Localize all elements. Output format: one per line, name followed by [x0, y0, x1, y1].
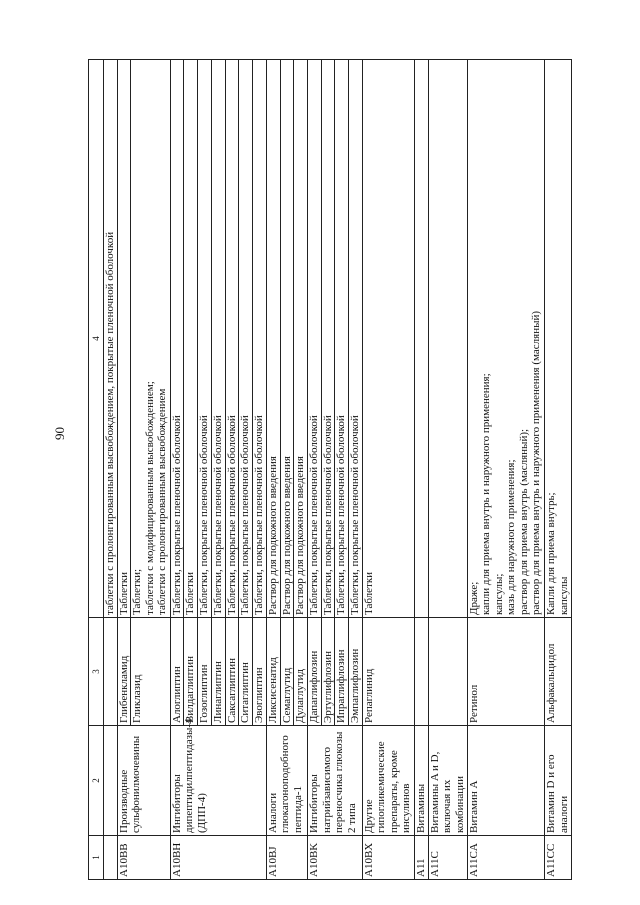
atc-code-cell: A11CC	[545, 836, 572, 880]
table-row	[545, 60, 572, 880]
group-cell: Аналоги глюкагоноподобного пептида-1	[266, 726, 307, 836]
drug-name-cell: Ретинол	[467, 618, 544, 726]
atc-code-cell: A10BX	[362, 836, 414, 880]
drug-name-cell	[428, 618, 467, 726]
dosage-form-line: мазь для наружного применения;	[505, 459, 518, 615]
drug-name-cell: Гликлазид	[131, 618, 170, 726]
group-cell: Витамины A и D, включая их комбинации	[428, 726, 467, 836]
medicines-table	[88, 59, 572, 880]
dosage-form-line: Таблетки, покрытые пленочной оболочкой	[198, 415, 211, 615]
header-cell: 4	[89, 60, 104, 618]
table-header-row	[89, 60, 104, 880]
drug-name-cell: Эмпаглифлозин	[349, 618, 363, 726]
group-cell: Витамин D и его аналоги	[545, 726, 572, 836]
dosage-form-line: Таблетки	[362, 571, 375, 615]
dosage-forms-cell	[280, 60, 294, 618]
drug-name-cell: Саксаглиптин	[225, 618, 239, 726]
drug-name-cell: Дапаглифлозин	[308, 618, 322, 726]
group-cell	[104, 726, 118, 836]
dosage-form-line: Таблетки;	[131, 568, 144, 615]
dosage-forms-cell	[335, 60, 349, 618]
drug-name-cell: Ипраглифлозин	[335, 618, 349, 726]
group-cell: Витамины	[414, 726, 428, 836]
dosage-form-line: Таблетки, покрытые пленочной оболочкой	[321, 415, 334, 615]
group-cell: Производные сульфонилмочевины	[117, 726, 170, 836]
dosage-forms-cell	[362, 60, 414, 618]
drug-name-cell: Альфакальцидол	[545, 618, 572, 726]
drug-name-cell: Эвоглиптин	[253, 618, 267, 726]
table-row	[266, 60, 280, 880]
group-cell: Ингибиторы натрийзависимого переносчика глюкозы 2 типа	[308, 726, 363, 836]
dosage-forms-cell	[428, 60, 467, 618]
rotated-table-wrapper	[88, 60, 572, 880]
table-row	[467, 60, 544, 880]
dosage-forms-cell	[308, 60, 322, 618]
drug-name-cell: Вилдаглиптин	[184, 618, 198, 726]
dosage-forms-cell	[467, 60, 544, 618]
table-row	[428, 60, 467, 880]
page-number: 90	[52, 427, 67, 440]
group-cell: Витамин А	[467, 726, 544, 836]
dosage-form-line: Раствор для подкожного введения	[280, 456, 293, 615]
dosage-forms-cell	[211, 60, 225, 618]
atc-code-cell: A11	[414, 836, 428, 880]
drug-name-cell	[104, 618, 118, 726]
dosage-form-line: Таблетки, покрытые пленочной оболочкой	[308, 415, 321, 615]
dosage-form-line: Раствор для подкожного введения	[294, 456, 307, 615]
dosage-form-line: капли для приема внутрь и наружного применения;	[480, 373, 493, 615]
table-row	[414, 60, 428, 880]
dosage-forms-cell	[349, 60, 363, 618]
dosage-forms-cell	[170, 60, 184, 618]
atc-code-cell: A10BB	[117, 836, 170, 880]
dosage-form-line: Таблетки, покрытые пленочной оболочкой	[335, 415, 348, 615]
dosage-form-line: Капли для приема внутрь;	[545, 492, 558, 615]
dosage-form-line: капсулы	[557, 576, 570, 615]
dosage-forms-cell	[545, 60, 572, 618]
dosage-form-line: таблетки с пролонгированным высвобождением, покрытые пленочной оболочкой	[104, 231, 116, 615]
atc-code-cell: A10BH	[170, 836, 266, 880]
dosage-forms-cell	[198, 60, 212, 618]
dosage-form-line: Таблетки, покрытые пленочной оболочкой	[253, 415, 266, 615]
header-cell: 1	[89, 836, 104, 880]
drug-name-cell: Эртуглифлозин	[321, 618, 335, 726]
dosage-form-line: Таблетки, покрытые пленочной оболочкой	[349, 415, 362, 615]
drug-name-cell	[414, 618, 428, 726]
drug-name-cell: Дулаглутид	[294, 618, 308, 726]
header-cell: 2	[89, 726, 104, 836]
drug-name-cell: Гозоглиптин	[198, 618, 212, 726]
atc-code-cell	[104, 836, 118, 880]
dosage-forms-cell	[239, 60, 253, 618]
dosage-forms-cell	[131, 60, 170, 618]
dosage-form-line: раствор для приема внутрь (масляный);	[517, 428, 530, 615]
dosage-forms-cell	[321, 60, 335, 618]
group-cell: Другие гипогликемические препараты, кроме инсулинов	[362, 726, 414, 836]
atc-code-cell: A11C	[428, 836, 467, 880]
atc-code-cell: A10BJ	[266, 836, 307, 880]
dosage-forms-cell	[104, 60, 118, 618]
dosage-forms-cell	[117, 60, 131, 618]
drug-name-cell: Репаглинид	[362, 618, 414, 726]
drug-name-cell: Алоглиптин	[170, 618, 184, 726]
dosage-form-line: Раствор для подкожного введения	[266, 456, 279, 615]
atc-code-cell: A10BK	[308, 836, 363, 880]
drug-name-cell: Линаглиптин	[211, 618, 225, 726]
dosage-form-line: капсулы;	[492, 573, 505, 615]
dosage-forms-cell	[414, 60, 428, 618]
dosage-forms-cell	[266, 60, 280, 618]
dosage-form-line: таблетки с пролонгированным высвобождением	[156, 388, 169, 615]
drug-name-cell: Семаглутид	[280, 618, 294, 726]
table-row	[170, 60, 184, 880]
dosage-forms-cell	[184, 60, 198, 618]
table-row	[117, 60, 131, 880]
table-row	[308, 60, 322, 880]
dosage-form-line: Таблетки	[117, 571, 130, 615]
dosage-form-line: Таблетки, покрытые пленочной оболочкой	[239, 415, 252, 615]
group-cell: Ингибиторы дипептидилпептидазы-4 (ДПП-4)	[170, 726, 266, 836]
drug-name-cell: Ситаглиптин	[239, 618, 253, 726]
dosage-form-line: раствор для приема внутрь и наружного применения (масляный)	[530, 310, 543, 615]
dosage-form-line: Таблетки, покрытые пленочной оболочкой	[211, 415, 224, 615]
dosage-forms-cell	[294, 60, 308, 618]
atc-code-cell: A11CA	[467, 836, 544, 880]
dosage-forms-cell	[225, 60, 239, 618]
dosage-form-line: Таблетки, покрытые пленочной оболочкой	[225, 415, 238, 615]
dosage-forms-cell	[253, 60, 267, 618]
table-row	[104, 60, 118, 880]
dosage-form-line: Таблетки, покрытые пленочной оболочкой	[170, 415, 183, 615]
dosage-form-line: Таблетки	[184, 571, 197, 615]
dosage-form-line: Драже;	[467, 581, 480, 615]
table-row	[362, 60, 414, 880]
dosage-form-line: таблетки с модифицированным высвобождением;	[143, 381, 156, 615]
header-cell: 3	[89, 618, 104, 726]
drug-name-cell: Ликсисенатид	[266, 618, 280, 726]
drug-name-cell: Глибенкламид	[117, 618, 131, 726]
